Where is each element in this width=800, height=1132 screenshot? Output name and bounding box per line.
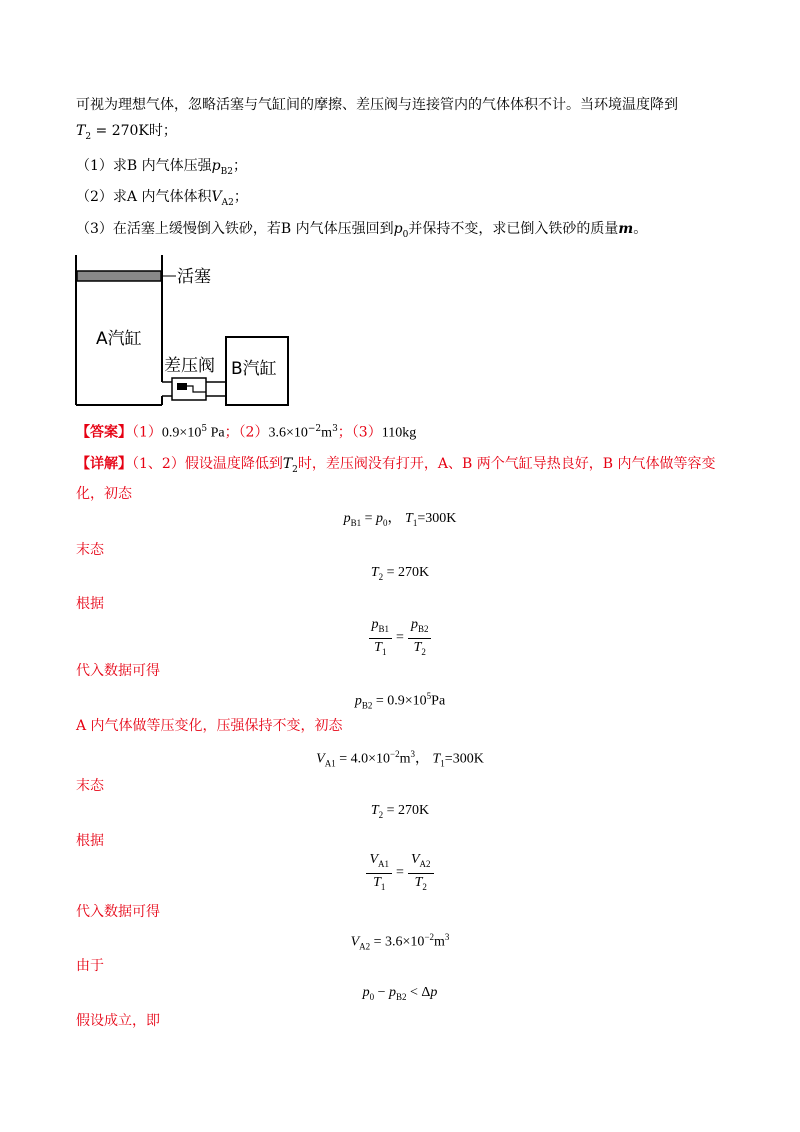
f1-T: T: [405, 511, 413, 526]
detail-intro-sub: 2: [292, 464, 298, 475]
f1-p0: p: [376, 511, 384, 526]
f2-sub: 2: [378, 571, 384, 582]
question-item-1: [76, 156, 247, 182]
answer-1-exp: 5: [201, 424, 208, 434]
f1-sub: B1: [350, 517, 362, 528]
final-state-1-text: 末态: [76, 542, 104, 558]
f6-T: T: [370, 803, 379, 818]
f3-left-fraction: [369, 616, 393, 661]
f5-val: = 4.0×10: [335, 751, 391, 767]
f3-den2-sub: 2: [421, 646, 426, 657]
q3-var: p: [393, 221, 403, 237]
f1-p0-sub: 0: [383, 517, 388, 528]
formula-charles-a: [0, 851, 800, 896]
answer-sep-1: ；: [224, 424, 239, 441]
f4-val: = 0.9×10: [372, 693, 427, 709]
q3-mass-var: m: [618, 221, 634, 237]
detail-tag: 【详解】: [76, 456, 132, 472]
formula-pressure-b2: [0, 686, 800, 715]
detail-because: [76, 956, 104, 976]
formula-charles-b: [0, 616, 800, 661]
answer-3-label: （3）: [351, 424, 382, 441]
substitute-2-text: 代入数据可得: [76, 904, 160, 920]
f5-V: V: [316, 751, 325, 767]
f2-val: = 270K: [383, 565, 430, 580]
detail-intro-line-1: [76, 454, 716, 480]
f3-num2-var: p: [410, 617, 418, 632]
f3-den-sub: 1: [381, 646, 387, 657]
f5-T: T: [432, 751, 441, 767]
answer-tag: 【答案】: [76, 424, 132, 441]
piston-label: 活塞: [177, 267, 211, 287]
f3-den2-var: T: [413, 639, 422, 655]
question-text: 可视为理想气体，忽略活塞与气缸间的摩擦、差压阀与连接管内的气体体积不计。当环境温度降到: [76, 97, 678, 113]
temp-value: = 270K: [91, 123, 149, 139]
f9-p-sub: B2: [395, 991, 407, 1002]
q3-post: 。: [633, 221, 648, 237]
formula-volume-a2: [0, 927, 800, 956]
f6-val: = 270K: [383, 803, 430, 818]
f1-T-sub: 1: [412, 517, 418, 528]
detail-final-state-1: [76, 540, 104, 560]
f5-T-sub: 1: [440, 758, 445, 769]
q2-post: ；: [233, 189, 248, 205]
final-state-2-text: 末态: [76, 778, 104, 794]
basis-1-text: 根据: [76, 596, 104, 612]
f4-sub: B2: [361, 700, 373, 711]
f7-den-var: T: [373, 874, 381, 890]
q3-text: （3）在活塞上缓慢倒入铁砂，若B 内气体压强回到: [76, 221, 394, 237]
f7-eq: =: [396, 865, 404, 881]
answer-line: [76, 419, 416, 444]
detail-basis-1: [76, 594, 104, 614]
detail-substitute-1: [76, 661, 160, 681]
f5-unit-exp: 3: [410, 749, 415, 759]
formula-initial-b: [0, 509, 800, 533]
substitute-1-text: 代入数据可得: [76, 663, 160, 679]
answer-2-unit-exp: 3: [332, 424, 338, 434]
detail-intro-var: T: [282, 456, 293, 472]
f8-val: = 3.6×10: [370, 934, 425, 950]
question-item-3: [76, 219, 647, 245]
f7-den-sub: 1: [380, 881, 386, 892]
f2-T: T: [370, 565, 379, 580]
f7-den2-var: T: [414, 874, 423, 890]
f1-T-val: =300K: [417, 511, 457, 526]
answer-2-value: 3.6×10: [268, 425, 308, 441]
f3-num2-sub: B2: [417, 623, 429, 634]
answer-sep-2: ；: [337, 424, 352, 441]
f4-exp: 5: [426, 691, 432, 701]
basis-2-text: 根据: [76, 833, 104, 849]
cylinder-a-label: A汽缸: [96, 329, 142, 349]
cylinder-b-label: B汽缸: [231, 359, 277, 379]
answer-1-value: 0.9×10: [161, 425, 202, 441]
f9-p: p: [388, 985, 396, 1000]
q3-sub: 0: [402, 229, 409, 240]
detail-final-state-2: [76, 776, 104, 796]
q2-var: V: [211, 189, 222, 205]
f5-sep: ，: [415, 751, 433, 767]
temp-post: 时；: [148, 123, 177, 139]
temp-var: T: [76, 123, 86, 139]
f1-p: p: [343, 511, 351, 526]
f1-sep: ，: [387, 511, 406, 526]
f9-minus: −: [374, 985, 389, 1000]
detail-intro-line-2: [76, 484, 132, 504]
q1-sub: B2: [220, 166, 233, 177]
q1-var: p: [211, 158, 221, 174]
f7-num-var: V: [369, 852, 379, 867]
question-line-1: [76, 95, 678, 115]
f9-delta: Δ: [421, 985, 431, 1000]
f7-right-fraction: [408, 851, 434, 896]
f3-right-fraction: [408, 616, 432, 661]
f5-sub: A1: [324, 758, 336, 769]
temp-sub: 2: [85, 131, 92, 142]
conclusion-text: 假设成立，即: [76, 1013, 160, 1029]
f5-exp: −2: [390, 749, 400, 759]
q2-text: （2）求A 内气体体积: [76, 189, 212, 205]
f1-eq: =: [361, 511, 377, 526]
detail-substitute-2: [76, 902, 160, 922]
answer-1-label: （1）: [132, 424, 162, 441]
detail-intro-line2-text: 化，初态: [76, 486, 132, 502]
f9-p0: p: [362, 985, 370, 1000]
formula-initial-a: [0, 744, 800, 773]
answer-1-unit: Pa: [210, 425, 225, 441]
f9-p0-sub: 0: [369, 991, 375, 1002]
cylinder-diagram: [60, 250, 300, 410]
piston: [77, 271, 161, 281]
f6-sub: 2: [378, 809, 384, 820]
f3-eq: =: [396, 630, 404, 646]
detail-intro-pre: （1、2）假设温度降低到: [132, 456, 283, 472]
f8-exp: −2: [424, 932, 435, 942]
question-item-2: [76, 187, 248, 213]
q2-sub: A2: [221, 197, 234, 208]
valve-label: 差压阀: [164, 356, 215, 376]
f4-unit: Pa: [431, 693, 446, 709]
f5-unit: m: [399, 751, 411, 767]
detail-basis-2: [76, 831, 104, 851]
q3-mid: 并保持不变，求已倒入铁砂的质量: [408, 221, 619, 237]
detail-intro-post: 时，差压阀没有打开，A、B 两个气缸导热良好，B 内气体做等容变: [297, 456, 716, 472]
a-process-text: A 内气体做等压变化，压强保持不变，初态: [76, 718, 343, 734]
f7-left-fraction: [366, 851, 392, 896]
f7-num2-var: V: [410, 852, 420, 867]
f5-T-val: =300K: [444, 751, 484, 767]
answer-2-exp: −2: [307, 424, 322, 434]
detail-a-process: [76, 716, 343, 736]
f9-lt: <: [406, 985, 422, 1000]
answer-2-label: （2）: [238, 424, 269, 441]
f7-den2-sub: 2: [422, 881, 427, 892]
formula-final-temp-2: [0, 801, 800, 825]
f8-V: V: [350, 934, 360, 950]
f3-den-var: T: [374, 639, 382, 655]
f8-unit-exp: 3: [444, 932, 450, 942]
f8-unit: m: [434, 934, 445, 950]
answer-2-unit: m: [321, 425, 333, 441]
f9-dp: p: [430, 985, 438, 1000]
q1-post: ；: [232, 158, 247, 174]
answer-3-value: 110kg: [381, 425, 417, 441]
f7-num2-sub: A2: [419, 858, 431, 869]
formula-pressure-diff: [0, 983, 800, 1007]
valve-plug: [177, 383, 187, 390]
formula-final-temp-1: [0, 563, 800, 587]
question-line-2: [76, 121, 177, 147]
f4-p: p: [354, 693, 362, 709]
f3-num-var: p: [371, 617, 379, 632]
f3-num-sub: B1: [378, 623, 390, 634]
detail-conclusion: [76, 1011, 160, 1031]
q1-text: （1）求B 内气体压强: [76, 158, 212, 174]
f7-num-sub: A1: [378, 858, 390, 869]
because-text: 由于: [76, 958, 104, 974]
f8-sub: A2: [359, 941, 371, 952]
